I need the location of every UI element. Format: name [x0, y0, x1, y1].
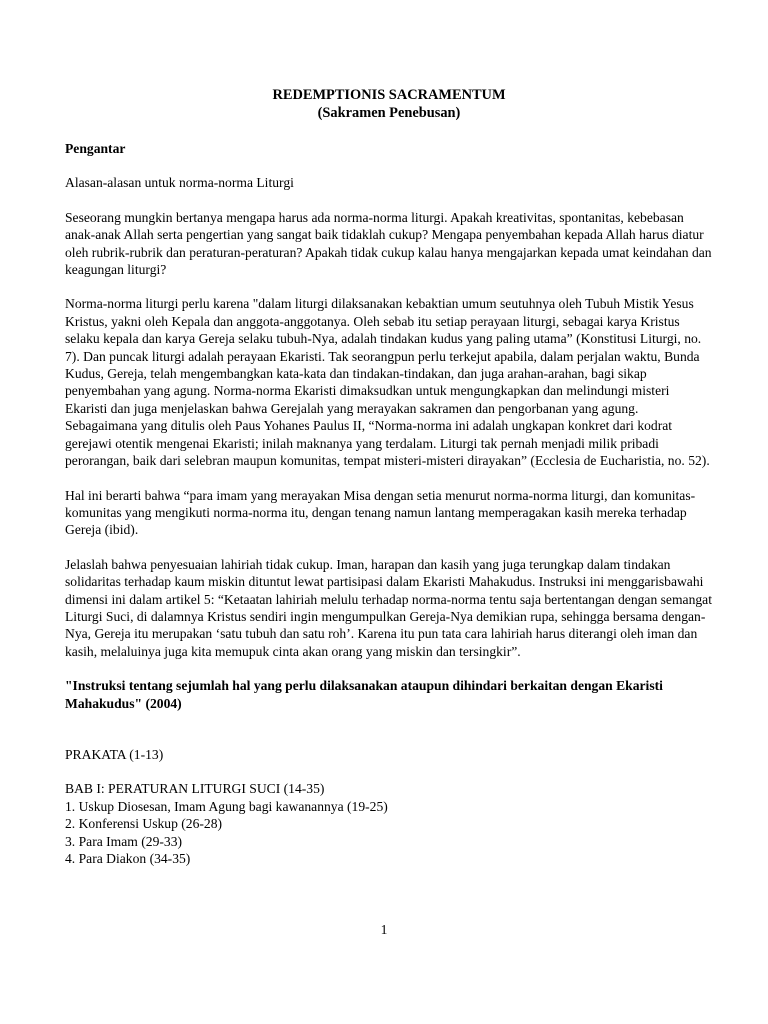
page-content	[65, 86, 713, 867]
toc-item: 1. Uskup Diosesan, Imam Agung bagi kawanannya (19-25)	[65, 798, 388, 814]
page-number: 1	[380, 922, 388, 937]
paragraph-liturgical-norms: Norma-norma liturgi perlu karena "dalam liturgi dilaksanakan kebaktian umum seutuhnya oleh Tubuh Mistik Yesus Kristus, yakni oleh Kepala dan anggota-anggotanya. Oleh sebab itu setiap perayaan liturgi, sebagai karya Kristus selaku kepala dan karya Gereja selaku tubuh-Nya, adalah tindakan kudus yang paling utama” (Konstitusi Liturgi, no. 7). Dan puncak liturgi adalah perayaan Ekaristi. Tak seorangpun perlu terkejut apabila, dalam perjalan waktu, Bunda Kudus, Gereja, telah mengembangkan kata-kata dan tindakan-tindakan, dan juga arahan-arahan, bagi sikap penyembahan yang agung. Norma-norma Ekaristi dimaksudkan untuk mengungkapkan dan melindungi misteri Ekaristi dan juga menjelaskan bahwa Gerejalah yang merayakan sakramen dan pengorbanan yang agung. Sebagaimana yang ditulis oleh Paus Yohanes Paulus II, “Norma-norma ini adalah ungkapan konkret dari kodrat gerejawi otentik mengenai Ekaristi; inilah maknanya yang terdalam. Liturgi tak pernah menjadi milik pribadi perorangan, baik dari selebran maupun komunitas, tempat misteri-misteri dirayakan” (Ecclesia de Eucharistia, no. 52).	[65, 296, 710, 469]
document-title: REDEMPTIONIS SACRAMENTUM	[272, 87, 506, 103]
toc-item: 4. Para Diakon (34-35)	[65, 851, 191, 866]
section-heading: Pengantar	[65, 141, 126, 156]
toc-item: 2. Konferensi Uskup (26-28)	[65, 816, 223, 832]
instruction-title: "Instruksi tentang sejumlah hal yang perlu dilaksanakan ataupun dihindari berkaitan dengan Ekaristi Mahakudus" (2004)	[65, 678, 663, 711]
toc-prakata: PRAKATA (1-13)	[65, 746, 164, 762]
paragraph-external-conformity: Jelaslah bahwa penyesuaian lahiriah tidak cukup. Iman, harapan dan kasih yang juga terungkap dalam tindakan solidaritas terhadap kaum miskin dituntut lewat partisipasi dalam Ekaristi Mahakudus. Instruksi ini menggarisbawahi dimensi ini dalam artikel 5: “Ketaatan lahiriah melulu terhadap norma-norma tentu saja bertentangan dengan semangat Liturgi Suci, di dalamnya Kristus sendiri ingin mengumpulkan Gereja-Nya demikian rupa, sehingga bersama dengan-Nya, Gereja itu merupakan ‘satu tubuh dan satu roh’. Karena itu pun tata cara lahiriah harus diterangi oleh iman dan kasih, melaluinya juga kita memupuk cinta akan orang yang miskin dan tersingkir”.	[65, 556, 712, 659]
toc-bab-1: BAB I: PERATURAN LITURGI SUCI (14-35)	[65, 781, 325, 797]
toc-item: 3. Para Imam (29-33)	[65, 833, 183, 849]
document-subtitle: (Sakramen Penebusan)	[317, 105, 461, 121]
toc-spacer	[65, 763, 713, 780]
paragraph-question: Seseorang mungkin bertanya mengapa harus ada norma-norma liturgi. Apakah kreativitas, spontanitas, kebebasan anak-anak Allah serta pengertian yang sangat baik tidaklah cukup? Mengapa penyembahan kepada Allah harus diatur oleh rubrik-rubrik dan peraturan-peraturan? Apakah tidak cukup kalau hanya mengajarkan kepada umat keindahan dan keagungan liturgi?	[65, 209, 712, 278]
paragraph-reasons-heading: Alasan-alasan untuk norma-norma Liturgi	[65, 175, 294, 191]
paragraph-priests: Hal ini berarti bahwa “para imam yang merayakan Misa dengan setia menurut norma-norma liturgi, dan komunitas-komunitas yang mengikuti norma-norma itu, dengan tenang namun lantang memperagakan kasih mereka terhadap Gereja (ibid).	[65, 487, 696, 538]
